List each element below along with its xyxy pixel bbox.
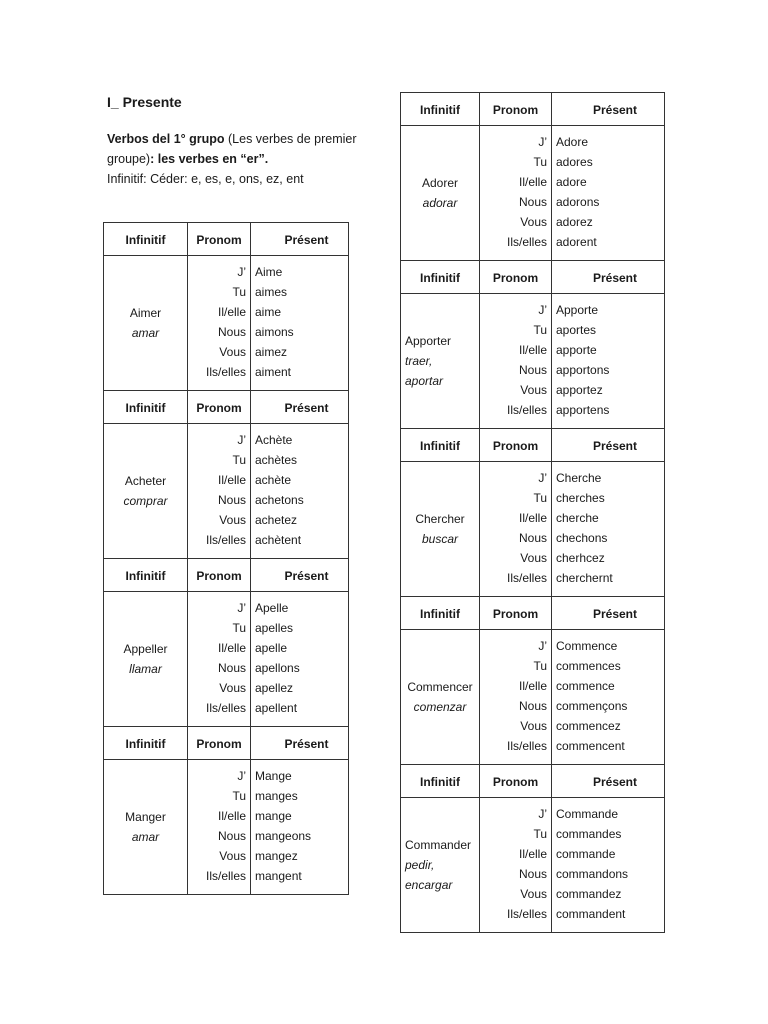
table-header-row (104, 559, 349, 592)
pronoun: Ils/elles (205, 533, 246, 547)
pronoun: Il/elle (518, 175, 547, 189)
present-form: commençons (556, 699, 628, 713)
header-pronom-label: Pronom (492, 606, 539, 621)
header-infinitif-label: Infinitif (420, 438, 460, 453)
pronoun: Tu (533, 155, 547, 169)
present-form: apporte (556, 343, 597, 357)
present-form: adores (556, 155, 593, 169)
pronoun: Il/elle (217, 641, 246, 655)
header-present-label: Présent (284, 400, 329, 415)
verb-translation: amar (131, 830, 160, 844)
present-form: apelles (255, 621, 294, 635)
verb-row (104, 256, 349, 391)
header-infinitif (401, 429, 480, 462)
pronoun: Vous (219, 849, 246, 863)
verb-infinitive: Aimer (129, 306, 162, 320)
present-form: Apporte (556, 303, 599, 317)
header-present-label: Présent (592, 774, 638, 789)
pronoun: Tu (533, 827, 547, 841)
verb-row (104, 592, 349, 727)
verb-infinitive: Chercher (415, 512, 465, 526)
header-infinitif (401, 261, 480, 294)
infinitive-cell (401, 630, 480, 765)
pronoun: Vous (219, 345, 246, 359)
header-present (251, 391, 349, 424)
pronoun: J’ (237, 265, 246, 279)
header-present-label: Présent (592, 606, 638, 621)
pronoun: Nous (217, 829, 246, 843)
present-form: aiment (255, 365, 292, 379)
infinitive-cell (401, 462, 480, 597)
present-form: commandent (556, 907, 626, 921)
present-forms-cell (251, 424, 349, 559)
present-form: manges (255, 789, 298, 803)
table-header-row (401, 597, 665, 630)
pronoun: Il/elle (518, 847, 547, 861)
infinitive-cell (104, 256, 188, 391)
present-form: cherchernt (556, 571, 613, 585)
pronoun-cell (480, 630, 552, 765)
verb-row (401, 798, 665, 933)
header-infinitif (104, 727, 188, 760)
present-form: commence (556, 679, 615, 693)
header-pronom-label: Pronom (492, 270, 539, 285)
pronoun: Il/elle (217, 809, 246, 823)
header-infinitif-label: Infinitif (420, 774, 460, 789)
pronoun-cell (188, 256, 251, 391)
header-present (552, 765, 665, 798)
infinitive-cell (104, 424, 188, 559)
table-header-row (401, 429, 665, 462)
present-form: Adore (556, 135, 589, 149)
header-pronom (480, 597, 552, 630)
table-header-row (401, 261, 665, 294)
header-present-label: Présent (284, 736, 329, 751)
pronoun: J’ (237, 769, 246, 783)
present-form: achetez (255, 513, 298, 527)
pronoun: Vous (219, 681, 246, 695)
present-form: Apelle (255, 601, 289, 615)
header-present (552, 261, 665, 294)
present-forms-cell (251, 592, 349, 727)
present-form: mangeons (255, 829, 312, 843)
pronoun: Il/elle (217, 305, 246, 319)
present-forms-cell (251, 256, 349, 391)
infinitive-cell (104, 760, 188, 895)
header-present (552, 93, 665, 126)
header-pronom (188, 559, 251, 592)
pronoun: Ils/elles (506, 403, 547, 417)
verb-row (401, 294, 665, 429)
pronoun: J’ (237, 601, 246, 615)
verb-row (401, 126, 665, 261)
pronoun: Tu (232, 789, 246, 803)
present-forms-cell (552, 798, 665, 933)
pronoun: J’ (538, 471, 547, 485)
verb-row (104, 760, 349, 895)
header-pronom-label: Pronom (492, 438, 539, 453)
header-infinitif (104, 223, 188, 256)
verb-translation: pedir, (405, 858, 435, 872)
verb-infinitive: Commander (405, 838, 472, 852)
pronoun: Tu (232, 453, 246, 467)
verb-translation: buscar (421, 532, 459, 546)
present-form: Aime (255, 265, 283, 279)
header-pronom (188, 223, 251, 256)
pronoun: Il/elle (217, 473, 246, 487)
pronoun: Ils/elles (205, 701, 246, 715)
pronoun: Nous (217, 661, 246, 675)
header-present (251, 727, 349, 760)
pronoun: Nous (217, 325, 246, 339)
pronoun-cell (188, 592, 251, 727)
present-form: commande (556, 847, 616, 861)
present-form: commencent (556, 739, 625, 753)
pronoun: Tu (533, 659, 547, 673)
intro-paragraph (107, 129, 367, 189)
present-form: aimes (255, 285, 288, 299)
header-infinitif-label: Infinitif (125, 232, 166, 247)
intro-endings: Infinitif: Céder: e, es, e, ons, ez, ent (107, 172, 304, 186)
present-form: apellez (255, 681, 294, 695)
verb-row (401, 462, 665, 597)
conjugation-table-left (103, 222, 349, 895)
pronoun: Tu (533, 491, 547, 505)
infinitive-cell (401, 294, 480, 429)
present-form: Commande (556, 807, 619, 821)
present-form: achète (255, 473, 292, 487)
infinitive-cell (104, 592, 188, 727)
present-form: Mange (255, 769, 292, 783)
present-form: chechons (556, 531, 608, 545)
table-header-row (104, 727, 349, 760)
present-form: cherches (556, 491, 605, 505)
header-infinitif-label: Infinitif (420, 102, 460, 117)
header-infinitif (401, 597, 480, 630)
verb-row (104, 424, 349, 559)
header-pronom-label: Pronom (492, 102, 539, 117)
pronoun: Vous (520, 215, 547, 229)
pronoun: Nous (518, 195, 547, 209)
verb-translation: comprar (123, 494, 168, 508)
page-title: I_ Presente (107, 94, 182, 110)
verb-translation: encargar (405, 878, 453, 892)
present-form: cherhcez (556, 551, 605, 565)
verb-infinitive: Commencer (407, 680, 473, 694)
intro-er-verbs: : les verbes en “er”. (150, 152, 269, 166)
pronoun: Ils/elles (506, 907, 547, 921)
present-form: achetons (255, 493, 304, 507)
present-form: commandez (556, 887, 622, 901)
header-present (552, 597, 665, 630)
pronoun-cell (480, 798, 552, 933)
present-form: commences (556, 659, 621, 673)
header-infinitif-label: Infinitif (125, 736, 166, 751)
header-infinitif-label: Infinitif (125, 400, 166, 415)
verb-infinitive: Appeller (123, 642, 168, 656)
pronoun: Ils/elles (205, 869, 246, 883)
present-form: commandons (556, 867, 629, 881)
infinitive-cell (401, 126, 480, 261)
pronoun: Nous (518, 531, 547, 545)
present-form: aportes (556, 323, 597, 337)
pronoun-cell (188, 424, 251, 559)
header-infinitif (104, 559, 188, 592)
pronoun: Nous (518, 363, 547, 377)
header-pronom (480, 93, 552, 126)
table-header-row (104, 223, 349, 256)
header-present-label: Présent (592, 270, 638, 285)
pronoun: Nous (518, 867, 547, 881)
present-form: achètes (255, 453, 298, 467)
pronoun: J’ (538, 639, 547, 653)
verb-translation: traer, (405, 354, 433, 368)
present-form: Achète (255, 433, 293, 447)
verb-translation: comenzar (413, 700, 467, 714)
intro-group-label: Verbos del 1° grupo (107, 132, 225, 146)
pronoun: Ils/elles (506, 235, 547, 249)
present-forms-cell (251, 760, 349, 895)
pronoun: Vous (520, 551, 547, 565)
present-forms-cell (552, 462, 665, 597)
pronoun-cell (480, 462, 552, 597)
present-form: apelle (255, 641, 288, 655)
conjugation-table-right (400, 92, 665, 933)
pronoun: J’ (538, 303, 547, 317)
pronoun: J’ (538, 135, 547, 149)
present-form: Cherche (556, 471, 602, 485)
pronoun: J’ (237, 433, 246, 447)
verb-infinitive: Acheter (124, 474, 167, 488)
header-pronom (188, 727, 251, 760)
header-pronom (480, 429, 552, 462)
present-form: achètent (255, 533, 302, 547)
pronoun: Tu (533, 323, 547, 337)
table-header-row (401, 765, 665, 798)
header-infinitif-label: Infinitif (420, 606, 460, 621)
header-present (251, 559, 349, 592)
header-present-label: Présent (284, 232, 329, 247)
pronoun: Nous (518, 699, 547, 713)
header-present-label: Présent (284, 568, 329, 583)
header-infinitif-label: Infinitif (125, 568, 166, 583)
pronoun: Vous (520, 719, 547, 733)
header-infinitif (401, 93, 480, 126)
pronoun: Ils/elles (506, 571, 547, 585)
pronoun: Il/elle (518, 511, 547, 525)
present-form: apportez (556, 383, 603, 397)
header-present (552, 429, 665, 462)
present-forms-cell (552, 630, 665, 765)
intro-group-note: (Les verbes de premier groupe) (107, 132, 357, 166)
table-header-row (104, 391, 349, 424)
pronoun: Ils/elles (506, 739, 547, 753)
pronoun: Il/elle (518, 679, 547, 693)
present-form: adorons (556, 195, 600, 209)
verb-row (401, 630, 665, 765)
header-infinitif (401, 765, 480, 798)
header-infinitif (104, 391, 188, 424)
present-form: mangez (255, 849, 298, 863)
infinitive-cell (401, 798, 480, 933)
verb-infinitive: Manger (125, 810, 166, 824)
present-form: commandes (556, 827, 622, 841)
present-form: apellent (255, 701, 298, 715)
present-form: commencez (556, 719, 621, 733)
present-form: apellons (255, 661, 300, 675)
verb-translation: adorar (422, 196, 458, 210)
verb-infinitive: Apporter (405, 334, 452, 348)
present-form: apportons (556, 363, 610, 377)
pronoun: Tu (232, 621, 246, 635)
header-infinitif-label: Infinitif (420, 270, 460, 285)
present-form: apportens (556, 403, 610, 417)
pronoun-cell (480, 294, 552, 429)
present-form: aimons (255, 325, 294, 339)
header-pronom-label: Pronom (196, 568, 242, 583)
pronoun: Vous (520, 887, 547, 901)
header-pronom-label: Pronom (196, 736, 242, 751)
header-pronom (480, 765, 552, 798)
pronoun: Vous (520, 383, 547, 397)
header-present-label: Présent (592, 102, 638, 117)
pronoun-cell (188, 760, 251, 895)
pronoun-cell (480, 126, 552, 261)
header-present (251, 223, 349, 256)
verb-translation: llamar (129, 662, 162, 676)
verb-infinitive: Adorer (421, 176, 459, 190)
pronoun: J’ (538, 807, 547, 821)
present-form: mangent (255, 869, 302, 883)
verb-translation: amar (131, 326, 160, 340)
header-present-label: Présent (592, 438, 638, 453)
present-form: aimez (255, 345, 288, 359)
header-pronom (480, 261, 552, 294)
pronoun: Tu (232, 285, 246, 299)
present-forms-cell (552, 294, 665, 429)
present-forms-cell (552, 126, 665, 261)
present-form: adore (556, 175, 587, 189)
pronoun: Ils/elles (205, 365, 246, 379)
header-pronom-label: Pronom (196, 232, 242, 247)
present-form: Commence (556, 639, 618, 653)
table-header-row (401, 93, 665, 126)
verb-translation: aportar (405, 374, 444, 388)
pronoun: Nous (217, 493, 246, 507)
present-form: aime (255, 305, 282, 319)
header-pronom-label: Pronom (492, 774, 539, 789)
present-form: adorez (556, 215, 593, 229)
header-pronom-label: Pronom (196, 400, 242, 415)
pronoun: Il/elle (518, 343, 547, 357)
present-form: cherche (556, 511, 599, 525)
pronoun: Vous (219, 513, 246, 527)
present-form: mange (255, 809, 292, 823)
present-form: adorent (556, 235, 597, 249)
header-pronom (188, 391, 251, 424)
